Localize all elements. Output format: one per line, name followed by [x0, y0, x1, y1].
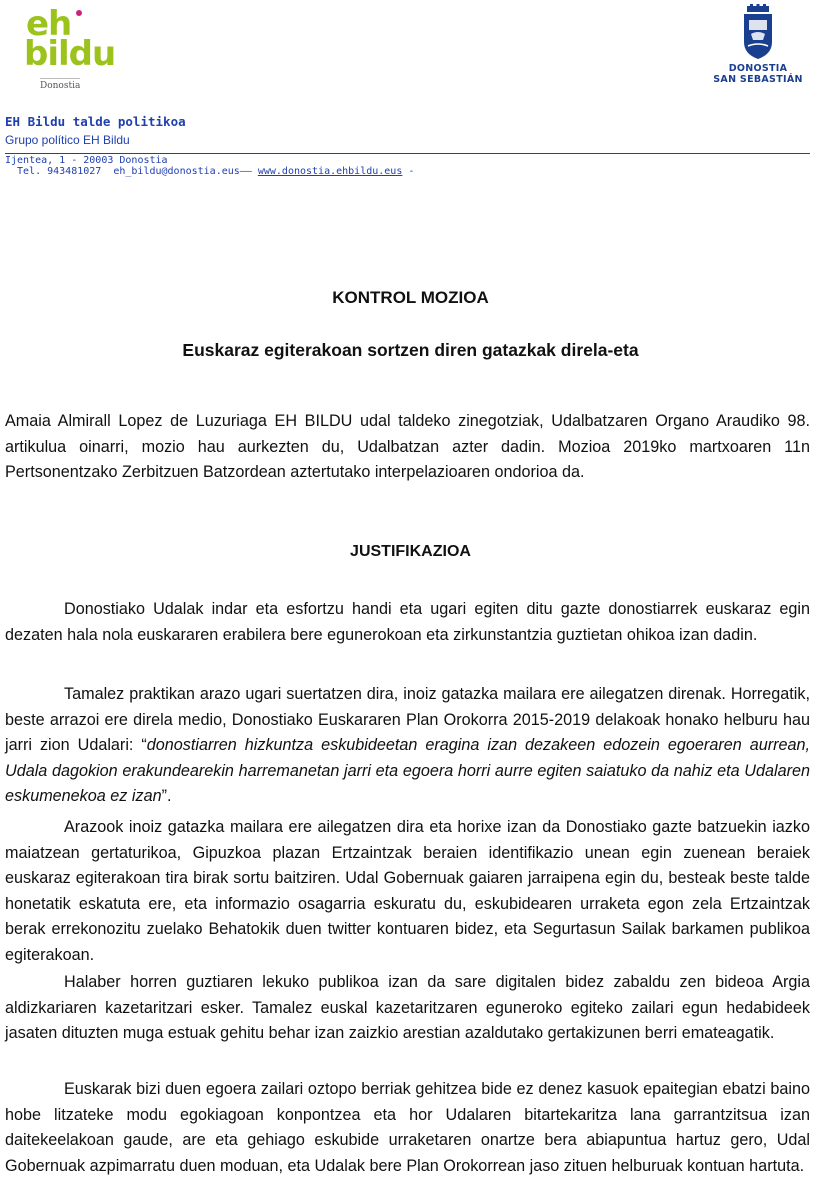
contact-trailing: - [402, 166, 415, 177]
paragraph-2 [5, 682, 810, 810]
logo-city: Donostia [40, 78, 80, 91]
contact-line [11, 166, 414, 177]
paragraph-4: Halaber horren guztiaren lekuko publikoa izan da sare digitalen bidez zabaldu zen bideoa Argia aldizkariaren kazetaritzari esker. Tamalez euskal kazetaritzaren eguneroko egiteko zailari egun hedabideek jasaten dituzten muga estuak gehitu behar izan zaizkio arestian azaldutako gertakizunen berri emateagatik. [5, 973, 810, 1042]
city-shield-icon [741, 4, 775, 60]
logo-text-eh: eh [26, 4, 72, 44]
group-subtitle: Grupo político EH Bildu [5, 133, 130, 147]
intro-paragraph: Amaia Almirall Lopez de Luzuriaga EH BILDU udal taldeko zinegotziak, Udalbatzaren Organo Araudiko 98. artikulua oinarri, mozio hau aurkezten du, Udalbatzan azter dadin. Mozioa 2019ko martxoaren 11n Pertsonentzako Zerbitzuen Batzordean aztertutako interpelazioaren ondorioa da. [5, 412, 810, 481]
paragraph-2-text: Tamalez praktikan arazo ugari suertatzen dira, inoiz gatazka mailara ere ailegatzen direnak. Horregatik, beste arrazoi ere direla medio, Donostiako Euskararen Plan Orokorra 2015-2019 delakoak honako helburu hau jarri zion Udalari: “ [5, 685, 810, 754]
paragraph-5: Euskarak bizi duen egoera zailari oztopo berriak gehitzea bide ez denez kasuok epaitegian ebatzi baino hobe litzateke modu egokiagoan konpontzea eta hor Udalaren bitartekaritza lana garrantzitsua izan daitekeelakoan gaude, are eta gehiago eskubide urraketaren onartze bera abiapuntua hartuz gero, Udal Gobernuak azpimarratu duen moduan, eta Udalak bere Plan Orokorrean jaso zituen helburuak kontuan hartuta. [5, 1080, 810, 1175]
eh-bildu-logo [18, 6, 114, 98]
document-title: KONTROL MOZIOA [332, 288, 489, 307]
logo-dot-icon [76, 10, 82, 16]
donostia-city-logo [710, 4, 806, 92]
paragraph-2-quote: donostiarren hizkuntza eskubideetan eragina izan dezakeen edozein egoeraren aurrean, Udala dagokion erakundearekin harremanetan jarri eta egoera horri aurre egiten saiatuko da nahiz eta Udalaren eskumenekoa ez izan [5, 736, 810, 805]
logo-text-bildu: bildu [24, 34, 116, 74]
paragraph-1: Donostiako Udalak indar eta esfortzu handi eta ugari egiten ditu gazte donostiarrek euskaraz egin dezaten hala nola euskararen erabilera bere egunerokoan eta zirkunstantzia guztietan ohikoa izan dadin. [5, 600, 810, 644]
group-title: EH Bildu talde politikoa [5, 114, 186, 129]
document-subtitle: Euskaraz egiterakoan sortzen diren gatazkak direla-eta [182, 340, 639, 360]
city-name-line1: DONOSTIA [728, 63, 788, 74]
city-name-line2: SAN SEBASTIÁN [713, 74, 803, 85]
phone-email: Tel. 943481027 eh_bildu@donostia.eus–– [11, 166, 258, 177]
header-divider [5, 153, 810, 154]
address: Ijentea, 1 - 20003 Donostia [5, 155, 168, 166]
website-link[interactable]: www.donostia.ehbildu.eus [257, 166, 403, 177]
paragraph-2-end: ”. [161, 787, 172, 805]
paragraph-3: Arazook inoiz gatazka mailara ere ailegatzen dira eta horixe izan da Donostiako gazte batzuekin iazko maiatzean gertaturikoa, Gipuzkoa plazan Ertzaintzak beraien identifikazio unean egin zuenean beraiek euskaraz egiterakoan tira birak sortu baitziren. Udal Gobernuak gaiaren jarraipena egin du, besteak beste talde honetatik eskatuta ere, eta informazio osagarria eskuratu du, eskubidearen urraketa egon zela Ertzaintzak berak errekonozitu zuelako Behatokik duen twitter kontuaren bidez, eta Segurtasun Sailak barkamen publikoa egiterakoan. [5, 818, 810, 964]
section-heading: JUSTIFIKAZIOA [350, 543, 471, 560]
